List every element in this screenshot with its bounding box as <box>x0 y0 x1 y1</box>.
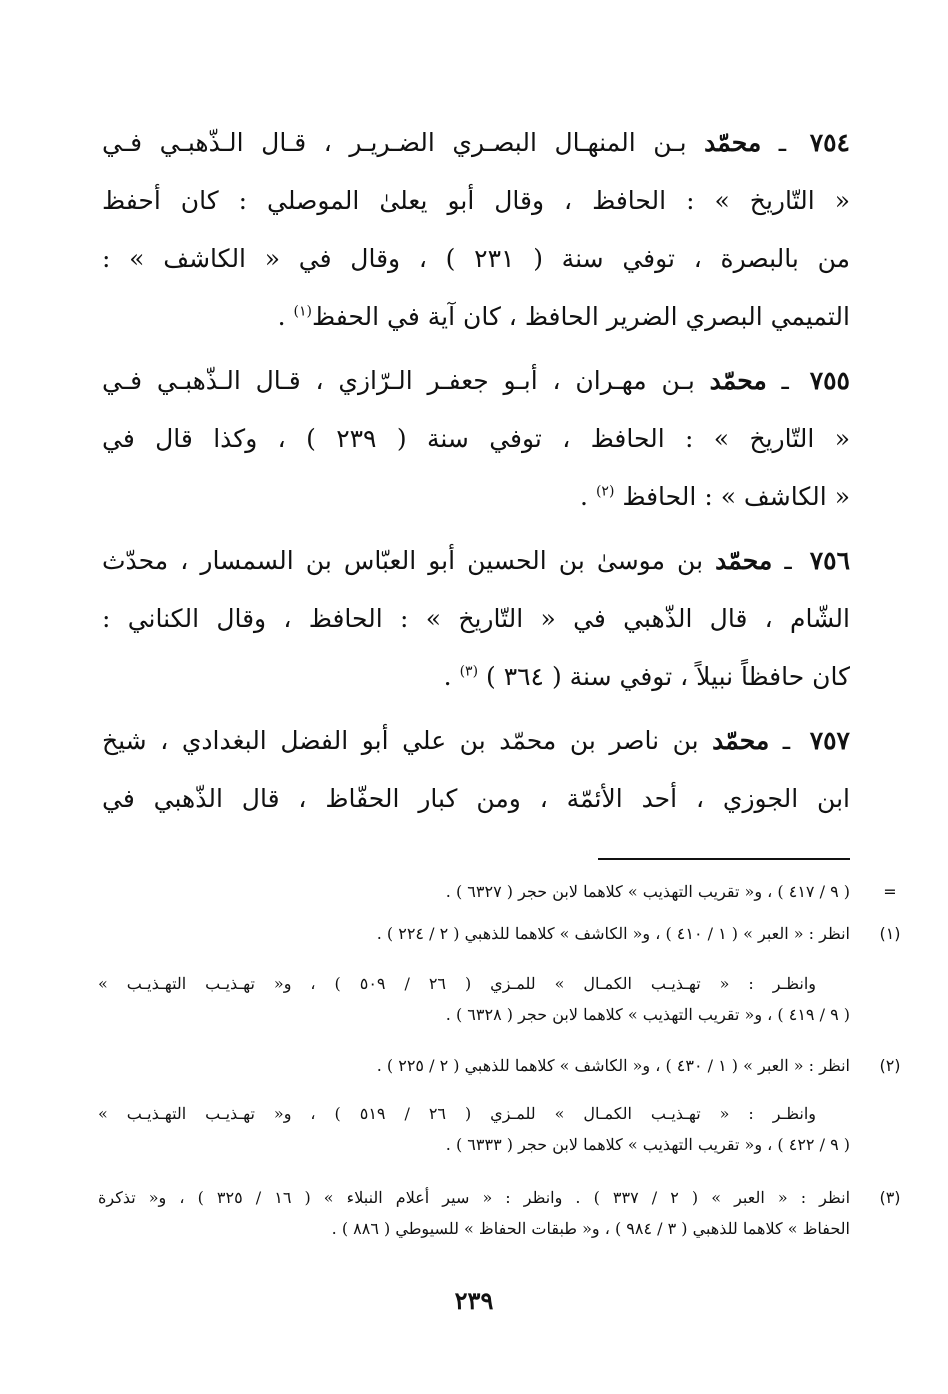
entry-number: ٧٥٦ <box>809 546 850 575</box>
continuation-mark: = <box>883 882 897 901</box>
footnote-line: ( ٩ / ٤١٧ ) ، و« تقريب التهذيب » كلاهما لابن حجر ( ٦٣٢٧ ) . <box>445 882 850 901</box>
entry-number: ٧٥٧ <box>809 726 850 755</box>
footnote-3 <box>98 1182 901 1244</box>
entry-text: بـن المنهـال البصـري الضـريـر ، قـال الـذّهبـي فـي <box>102 128 687 157</box>
biography-entry-757 <box>102 712 850 828</box>
footnote-2-extra <box>98 1098 850 1160</box>
footnote-marker[interactable]: (٢) <box>595 483 615 500</box>
biography-entry-754 <box>102 114 850 346</box>
entry-number: ٧٥٥ <box>809 366 850 395</box>
entry-line: « التّاريخ » : الحافظ ، وقال أبو يعلىٰ الموصلي : كان أحفظ <box>102 186 850 215</box>
entry-number: ٧٥٤ <box>809 128 850 157</box>
entry-line: ٧٥٥ ـ محمّد بـن مهـران ، أبـو جعفـر الـرّازي ، قـال الـذّهبـي فـي <box>102 366 850 395</box>
footnote-line: الحفاظ » كلاهما للذهبي ( ٣ / ٩٨٤ ) ، و« طبقات الحفاظ » للسيوطي ( ٨٨٦ ) . <box>331 1219 850 1238</box>
footnote-number: (٣) <box>879 1188 901 1207</box>
entry-line: ٧٥٤ ـ محمّد بـن المنهـال البصـري الضـريـر ، قـال الـذّهبـي فـي <box>102 128 850 157</box>
entry-text: بـن مهـران ، أبـو جعفـر الـرّازي ، قـال الـذّهبـي فـي <box>102 366 695 395</box>
entry-text: بن ناصر بن محمّد بن علي أبو الفضل البغدادي ، شيخ <box>102 726 699 755</box>
footnote-number: (١) <box>879 924 901 943</box>
entry-line: ٧٥٦ ـ محمّد بن موسىٰ بن الحسين أبو العبّاس بن السمسار ، محدّث <box>102 546 850 575</box>
footnote-line: انظر : « العبر » ( ٢ / ٣٣٧ ) . وانظر : « سير أعلام النبلاء » ( ١٦ / ٣٢٥ ) ، و« تذكرة <box>98 1188 850 1207</box>
entry-end: . <box>277 302 286 331</box>
entry-line: من بالبصرة ، توفي سنة ( ٢٣١ ) ، وقال في « الكاشف » : <box>102 244 850 273</box>
entry-line: « التّاريخ » : الحافظ ، توفي سنة ( ٢٣٩ ) ، وكذا قال في <box>102 424 850 453</box>
entry-name: محمّد <box>715 546 773 575</box>
footnote-2 <box>98 1050 901 1081</box>
page-number: ٢٣٩ <box>454 1286 494 1315</box>
footnote-line: ( ٩ / ٤٢٢ ) ، و« تقريب التهذيب » كلاهما لابن حجر ( ٦٣٣٣ ) . <box>445 1135 850 1154</box>
footnote-marker[interactable]: (١) <box>293 303 312 320</box>
biography-entry-756 <box>102 532 850 706</box>
entry-line <box>102 648 850 706</box>
entry-text: « الكاشف » : الحافظ <box>622 482 850 511</box>
entry-end: . <box>443 662 452 691</box>
entry-line: الشّام ، قال الذّهبي في « التّاريخ » : الحافظ ، وقال الكناني : <box>102 604 850 633</box>
entry-text: كان حافظاً نبيلاً ، توفي سنة ( ٣٦٤ ) <box>486 662 850 691</box>
entry-line <box>102 468 850 526</box>
entry-name: محمّد <box>704 128 762 157</box>
footnote-continuation <box>98 876 897 907</box>
footnote-line: انظر : « العبر » ( ١ / ٤١٠ ) ، و« الكاشف » كلاهما للذهبي ( ٢ / ٢٢٤ ) . <box>376 924 850 943</box>
footnote-marker[interactable]: (٣) <box>459 663 479 680</box>
entry-line <box>102 288 850 346</box>
footnote-line: وانظـر : « تهـذيـب الكمـال » للمـزي ( ٢٦ / ٥١٩ ) ، و« تهـذيـب التهـذيـب » <box>98 1104 817 1123</box>
footnote-line: ( ٩ / ٤١٩ ) ، و« تقريب التهذيب » كلاهما لابن حجر ( ٦٣٢٨ ) . <box>445 1005 850 1024</box>
biography-entry-755 <box>102 352 850 526</box>
entry-text: بن موسىٰ بن الحسين أبو العبّاس بن السمسار ، محدّث <box>102 546 704 575</box>
footnote-line: انظر : « العبر » ( ١ / ٤٣٠ ) ، و« الكاشف » كلاهما للذهبي ( ٢ / ٢٢٥ ) . <box>376 1056 850 1075</box>
footnote-line: وانظـر : « تهـذيـب الكمـال » للمـزي ( ٢٦ / ٥٠٩ ) ، و« تهـذيـب التهـذيـب » <box>98 974 817 993</box>
entry-text: التميمي البصري الضرير الحافظ ، كان آية في الحفظ <box>311 302 850 331</box>
footnote-number: (٢) <box>879 1056 901 1075</box>
entry-name: محمّد <box>709 366 767 395</box>
entry-name: محمّد <box>712 726 770 755</box>
entry-end: . <box>580 482 588 511</box>
entry-line: ابن الجوزي ، أحد الأئمّة ، ومن كبار الحفّاظ ، قال الذّهبي في <box>102 784 850 813</box>
footnote-1 <box>98 918 901 949</box>
footnote-1-extra <box>98 968 850 1030</box>
footnote-separator <box>598 858 850 860</box>
entry-line: ٧٥٧ ـ محمّد بن ناصر بن محمّد بن علي أبو الفضل البغدادي ، شيخ <box>102 726 850 755</box>
